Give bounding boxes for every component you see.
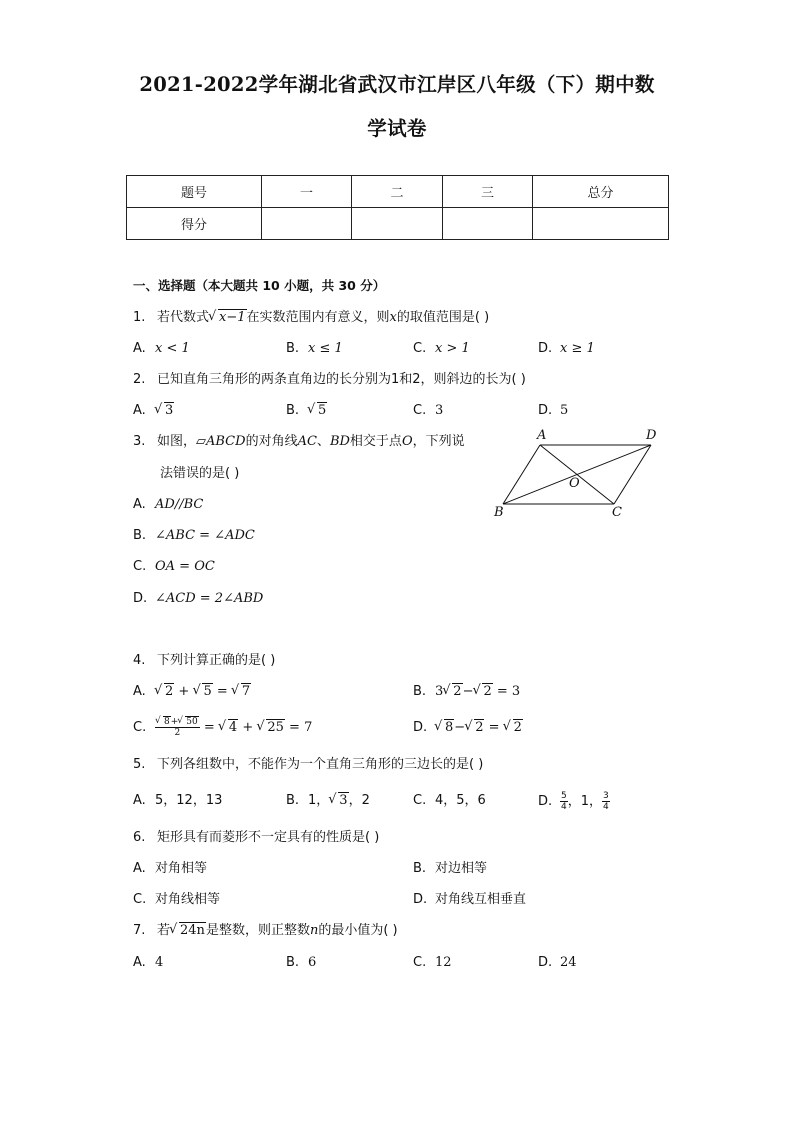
operator: −: [462, 684, 474, 699]
question-4: [133, 653, 275, 669]
option-label: A.: [133, 793, 146, 808]
radicand: 25: [267, 720, 284, 735]
q6-option-a[interactable]: [133, 861, 207, 877]
math-variable: x: [389, 310, 397, 325]
question-text: 若: [157, 923, 171, 938]
q2-option-b[interactable]: [286, 403, 327, 419]
question-3: [133, 434, 465, 450]
q1-option-d[interactable]: [538, 341, 595, 357]
option-text: OA = OC: [155, 559, 215, 574]
option-label: D.: [538, 341, 553, 356]
option-label: D.: [538, 955, 553, 970]
question-6: [133, 830, 379, 846]
math-variable: n: [309, 923, 319, 938]
q3-option-c[interactable]: [133, 559, 215, 575]
option-text: 对角线相等: [155, 892, 221, 907]
paper-title-line-1: 2021-2022学年湖北省武汉市江岸区八年级（下）期中数: [139, 73, 655, 96]
radical: [178, 717, 198, 727]
vertex-label-a: A: [537, 428, 547, 443]
option-label: D.: [538, 403, 553, 418]
question-1: [133, 310, 489, 326]
question-text: 如图，▱: [157, 434, 206, 449]
radicand: 2: [165, 684, 174, 699]
option-label: B.: [133, 528, 147, 543]
radicand: 2: [453, 684, 462, 699]
operator: =: [484, 720, 504, 735]
option-label: A.: [133, 403, 146, 418]
radical: [155, 684, 174, 700]
score-cell: [443, 208, 533, 240]
score-table: [126, 175, 669, 240]
q1-option-b[interactable]: [286, 341, 343, 357]
question-7: [133, 923, 398, 939]
operator: =: [212, 684, 232, 699]
fraction: [560, 791, 568, 812]
q1-option-c[interactable]: [413, 341, 470, 357]
question-text: 下列计算正确的是( ): [157, 653, 276, 668]
option-text: 1，: [308, 793, 330, 808]
q5-option-c[interactable]: [413, 793, 486, 809]
score-table-score-row: [127, 208, 669, 240]
operator: +: [238, 720, 258, 735]
radicand: 50: [186, 717, 198, 727]
radicand: 2: [483, 684, 492, 699]
fraction-denominator: 2: [174, 728, 181, 738]
radical: [329, 793, 348, 809]
radicand: 7: [241, 684, 251, 699]
question-5: [133, 757, 483, 773]
score-cell: [533, 208, 669, 240]
option-text: ∠ABC = ∠ADC: [155, 528, 255, 543]
math-variable: ABCD: [206, 434, 246, 449]
option-label: B.: [286, 341, 300, 356]
option-text: x ≤ 1: [308, 341, 343, 356]
question-number: 1.: [133, 310, 146, 325]
radical: [232, 684, 251, 700]
q4-option-d[interactable]: [413, 720, 523, 736]
score-table-header-row: [127, 176, 669, 208]
question-text: 若代数式: [157, 310, 210, 325]
radicand: 5: [318, 403, 327, 418]
section-heading: [133, 278, 385, 294]
score-header-cell: 二: [352, 176, 443, 208]
option-label: C.: [413, 341, 427, 356]
option-text: ，2: [348, 793, 370, 808]
q6-option-c[interactable]: [133, 892, 220, 908]
math-variable: O: [401, 434, 413, 449]
question-text: 下列各组数中，不能作为一个直角三角形的三边长的是( ): [157, 757, 484, 772]
q2-option-d[interactable]: [538, 403, 568, 419]
radical: [435, 720, 454, 736]
question-text: 是整数，则正整数: [205, 923, 310, 938]
option-text: ∠ACD = 2∠ABD: [155, 591, 264, 606]
question-number: 4.: [133, 653, 146, 668]
radical: [473, 684, 492, 700]
radical: [465, 720, 484, 736]
option-label: D.: [413, 892, 428, 907]
q5-option-d[interactable]: [538, 791, 610, 812]
q3-option-a[interactable]: [133, 497, 203, 513]
option-label: B.: [286, 403, 300, 418]
option-label: C.: [133, 559, 147, 574]
paper-title-line-2: 学试卷: [367, 117, 427, 140]
radical: [155, 403, 174, 419]
option-text: AD//BC: [155, 497, 204, 512]
operator: +: [174, 684, 194, 699]
option-label: D.: [133, 591, 148, 606]
option-label: B.: [286, 955, 300, 970]
vertex-label-b: B: [494, 505, 504, 520]
score-cell: [262, 208, 352, 240]
option-label: D.: [413, 720, 428, 735]
question-text: 、: [316, 434, 330, 449]
radicand: 2: [513, 720, 522, 735]
score-header-cell: 总分: [533, 176, 669, 208]
q1-option-a[interactable]: [133, 341, 190, 357]
option-label: A.: [133, 497, 146, 512]
option-label: C.: [133, 892, 147, 907]
q7-option-b[interactable]: [286, 955, 316, 971]
option-text: 4: [155, 955, 164, 970]
score-header-cell: 一: [262, 176, 352, 208]
operator: =: [199, 720, 219, 735]
q4-option-b[interactable]: [413, 684, 520, 700]
radical: [257, 720, 285, 736]
option-text: 4，5，6: [435, 793, 486, 808]
fraction: [602, 791, 610, 812]
question-text: 已知直角三角形的两条直角边的长分别为1和2，则斜边的长为( ): [157, 372, 526, 387]
radical: [156, 717, 171, 727]
q6-option-b[interactable]: [413, 861, 487, 877]
side-ba: [503, 445, 540, 504]
q7-option-d[interactable]: [538, 955, 577, 971]
option-text: x < 1: [155, 341, 190, 356]
radicand: 8: [164, 717, 170, 727]
question-text: ，下列说: [412, 434, 465, 449]
math-variable: AC: [297, 434, 317, 449]
radicand: 2: [475, 720, 484, 735]
q7-option-c[interactable]: [413, 955, 452, 971]
option-text: 3: [435, 403, 444, 418]
option-label: A.: [133, 861, 146, 876]
q4-option-a[interactable]: [133, 684, 251, 700]
q4-option-c[interactable]: [133, 717, 312, 738]
q5-option-a[interactable]: [133, 793, 222, 809]
question-text: 的取值范围是( ): [396, 310, 490, 325]
point-label-o: O: [569, 476, 580, 491]
operator: +: [170, 717, 179, 727]
coefficient: 3: [435, 684, 444, 699]
fraction-numerator: 3: [603, 791, 609, 801]
question-2: [133, 372, 526, 388]
question-text: 在实数范围内有意义，则: [246, 310, 390, 325]
radicand: 3: [339, 793, 348, 808]
option-label: C.: [413, 793, 427, 808]
radicand: 4: [228, 720, 238, 735]
diagonal-bd: [503, 445, 651, 504]
radical: [219, 720, 238, 736]
option-text: = 3: [492, 684, 521, 699]
fraction-denominator: 4: [561, 802, 567, 812]
option-text: 对角线互相垂直: [435, 892, 527, 907]
option-text: 5，12，13: [155, 793, 223, 808]
q3-option-d[interactable]: [133, 591, 263, 607]
option-text: 6: [308, 955, 317, 970]
vertex-label-c: C: [612, 505, 622, 520]
option-text: ，1，: [567, 794, 603, 809]
option-label: C.: [413, 955, 427, 970]
q3-option-b[interactable]: [133, 528, 255, 544]
radical: [443, 684, 462, 700]
option-label: A.: [133, 341, 146, 356]
option-text: x ≥ 1: [560, 341, 595, 356]
q5-option-b[interactable]: [286, 793, 370, 809]
radical: [209, 310, 247, 326]
option-label: D.: [538, 794, 553, 809]
radical: [193, 684, 212, 700]
radical: [170, 923, 206, 939]
question-number: 5.: [133, 757, 146, 772]
option-label: A.: [133, 684, 146, 699]
question-number: 3.: [133, 434, 146, 449]
radicand: 5: [203, 684, 212, 699]
section-heading-text: 一、选择题（本大题共 10 小题，共 30 分）: [133, 278, 386, 293]
option-label: C.: [133, 720, 147, 735]
score-cell: [352, 208, 443, 240]
option-label: A.: [133, 955, 146, 970]
option-label: B.: [413, 684, 427, 699]
operator: −: [454, 720, 466, 735]
option-text: 12: [435, 955, 452, 970]
radicand: 3: [165, 403, 174, 418]
side-dc: [614, 445, 651, 504]
q2-option-a[interactable]: [133, 403, 174, 419]
score-header-cell: 三: [443, 176, 533, 208]
fraction: [155, 717, 200, 738]
fraction-numerator: 5: [561, 791, 567, 801]
radical: [308, 403, 327, 419]
option-label: B.: [413, 861, 427, 876]
question-number: 2.: [133, 372, 146, 387]
option-label: C.: [413, 403, 427, 418]
option-label: B.: [286, 793, 300, 808]
question-text: 的最小值为( ): [318, 923, 398, 938]
fraction-denominator: 4: [603, 802, 609, 812]
question-number: 7.: [133, 923, 146, 938]
question-text: 的对角线: [245, 434, 298, 449]
question-number: 6.: [133, 830, 146, 845]
q2-option-c[interactable]: [413, 403, 443, 419]
radicand: 8: [445, 720, 454, 735]
option-text: 5: [560, 403, 569, 418]
option-text: 对角相等: [155, 861, 208, 876]
radicand: x−1: [219, 310, 246, 325]
q6-option-d[interactable]: [413, 892, 526, 908]
parallelogram-figure: [488, 424, 668, 524]
option-text: = 7: [284, 720, 313, 735]
radicand: 24n: [180, 923, 205, 938]
q7-option-a[interactable]: [133, 955, 163, 971]
option-text: 24: [560, 955, 577, 970]
math-variable: BD: [329, 434, 350, 449]
radical: [504, 720, 523, 736]
option-text: x > 1: [435, 341, 470, 356]
option-text: 对边相等: [435, 861, 488, 876]
score-header-cell: 题号: [127, 176, 262, 208]
question-text: 矩形具有而菱形不一定具有的性质是( ): [157, 830, 380, 845]
score-row-label: 得分: [127, 208, 262, 240]
vertex-label-d: D: [646, 428, 657, 443]
question-3-line-2: 法错误的是( ): [160, 466, 240, 481]
question-text: 相交于点: [349, 434, 402, 449]
